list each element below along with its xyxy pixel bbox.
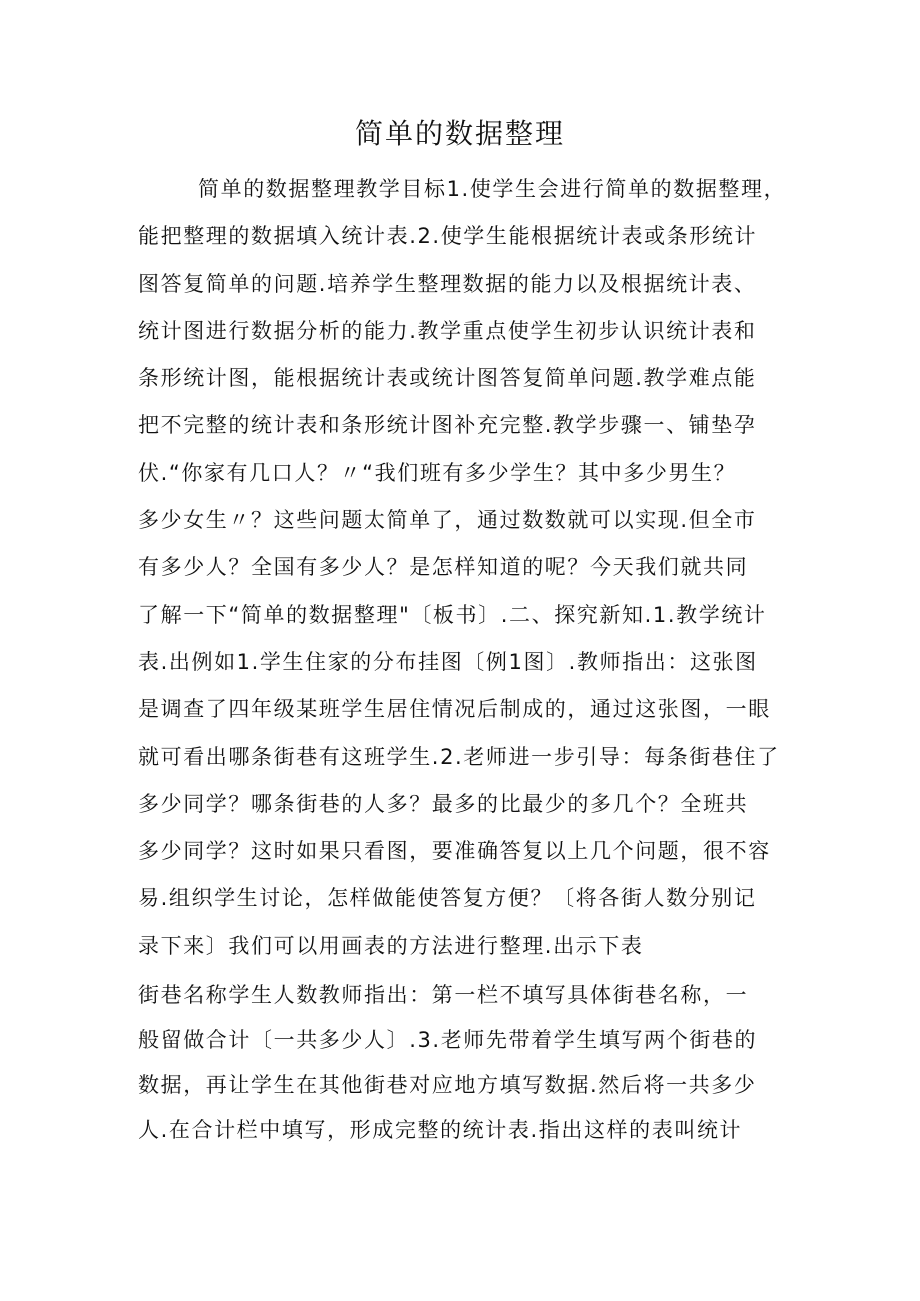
text-line: 数据，再让学生在其他街巷对应地方填写数据.然后将一共多少 [138, 1073, 757, 1097]
text-line: 伏.“你家有几口人？〃“我们班有多少学生？其中多少男生？ [138, 460, 737, 485]
text-line: 统计图进行数据分析的能力.教学重点使学生初步认识统计表和 [138, 318, 757, 343]
text-line: 了解一下“简单的数据整理"〔板书〕.二、探究新知.1.教学统计 [138, 602, 767, 627]
text-line: 街巷名称学生人数教师指出：第一栏不填写具体街巷名称，一 [138, 983, 749, 1007]
text-line: 般留做合计〔一共多少人〕.3.老师先带着学生填写两个街巷的 [138, 1028, 758, 1052]
text-line: 多少同学？哪条街巷的人多？最多的比最少的多几个？全班共 [138, 791, 749, 816]
text-line: 录下来〕我们可以用画表的方法进行整理.出示下表 [138, 933, 644, 958]
text-line: 有多少人？全国有多少人？是怎样知道的呢？今天我们就共同 [138, 555, 749, 580]
text-line: 图答复简单的问题.培养学生整理数据的能力以及根据统计表、 [138, 271, 757, 296]
text-line: 人.在合计栏中填写，形成完整的统计表.指出这样的表叫统计 [138, 1118, 743, 1142]
text-line: 能把整理的数据填入统计表.2.使学生能根据统计表或条形统计 [138, 224, 758, 249]
text-line: 多少女生〃？这些问题太简单了，通过数数就可以实现.但全市 [138, 508, 757, 533]
text-line: 表.出例如1.学生住家的分布挂图〔例1图〕.教师指出：这张图 [138, 649, 758, 674]
text-line: 易.组织学生讨论，怎样做能使答复方便？〔将各街人数分别记 [138, 886, 757, 911]
text-line: 多少同学？这时如果只看图，要准确答复以上几个问题，很不容 [138, 839, 771, 864]
text-line: 条形统计图，能根据统计表或统计图答复简单问题.教学难点能 [138, 366, 757, 391]
paragraph-secondary [138, 973, 788, 1153]
text-line: 简单的数据整理教学目标1.使学生会进行简单的数据整理， [198, 177, 787, 201]
text-line: 把不完整的统计表和条形统计图补充完整.教学步骤一、铺垫孕 [138, 413, 757, 438]
document-title: 简单的数据整理 [354, 117, 565, 150]
paragraph-main [138, 166, 788, 970]
text-line: 是调查了四年级某班学生居住情况后制成的，通过这张图，一眼 [138, 697, 771, 722]
text-line: 就可看出哪条街巷有这班学生.2.老师进一步引导：每条街巷住了 [138, 744, 780, 769]
